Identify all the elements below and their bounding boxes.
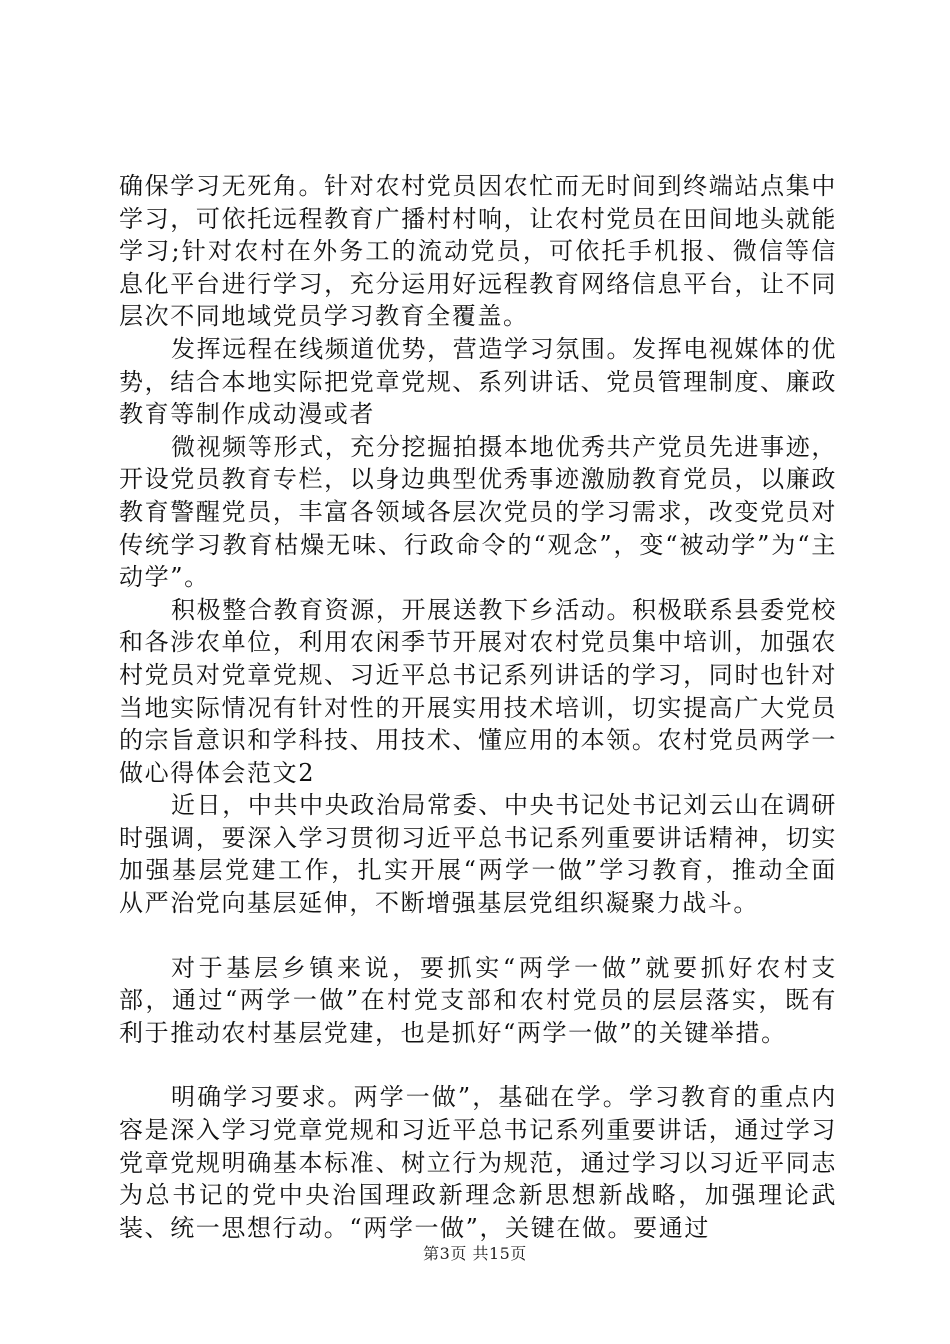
paragraph-2: 发挥远程在线频道优势，营造学习氛围。发挥电视媒体的优势，结合本地实际把党章党规、系列讲话、党员管理制度、廉政教育等制作成动漫或者 <box>119 334 837 429</box>
paragraph-4: 积极整合教育资源，开展送教下乡活动。积极联系县委党校和各涉农单位，利用农闲季节开展对农村党员集中培训，加强农村党员对党章党规、习近平总书记系列讲话的学习，同时也针对当地实际情况有针对性的开展实用技术培训，切实提高广大党员的宗旨意识和学科技、用技术、懂应用的本领。农村党员两学一做心得体会范文2 <box>119 595 837 787</box>
paragraph-6: 对于基层乡镇来说，要抓实“两学一做”就要抓好农村支部，通过“两学一做”在村党支部和农村党员的层层落实，既有利于推动农村基层党建，也是抓好“两学一做”的关键举措。 <box>119 953 837 1047</box>
page-number-footer: 第3页 共15页 <box>423 1244 527 1263</box>
paragraph-7: 明确学习要求。两学一做”，基础在学。学习教育的重点内容是深入学习党章党规和习近平总书记系列重要讲话，通过学习党章党规明确基本标准、树立行为规范，通过学习以习近平同志为总书记的党中央治国理政新理念新思想新战略，加强理论武装、统一思想行动。“两学一做”，关键在做。要通过 <box>119 1083 837 1242</box>
paragraph-1: 确保学习无死角。针对农村党员因农忙而无时间到终端站点集中学习，可依托远程教育广播村村响，让农村党员在田间地头就能学习;针对农村在外务工的流动党员，可依托手机报、微信等信息化平台进行学习，充分运用好远程教育网络信息平台，让不同层次不同地域党员学习教育全覆盖。 <box>119 172 837 331</box>
paragraph-3: 微视频等形式，充分挖掘拍摄本地优秀共产党员先进事迹，开设党员教育专栏，以身边典型优秀事迹激励教育党员，以廉政教育警醒党员，丰富各领域各层次党员的学习需求，改变党员对传统学习教育枯燥无味、行政命令的“观念”，变“被动学”为“主动学”。 <box>119 432 837 592</box>
document-body <box>119 170 837 1244</box>
paragraph-5: 近日，中共中央政治局常委、中央书记处书记刘云山在调研时强调，要深入学习贯彻习近平总书记系列重要讲话精神，切实加强基层党建工作，扎实开展“两学一做”学习教育，推动全面从严治党向基层延伸，不断增强基层党组织凝聚力战斗。 <box>119 791 837 918</box>
